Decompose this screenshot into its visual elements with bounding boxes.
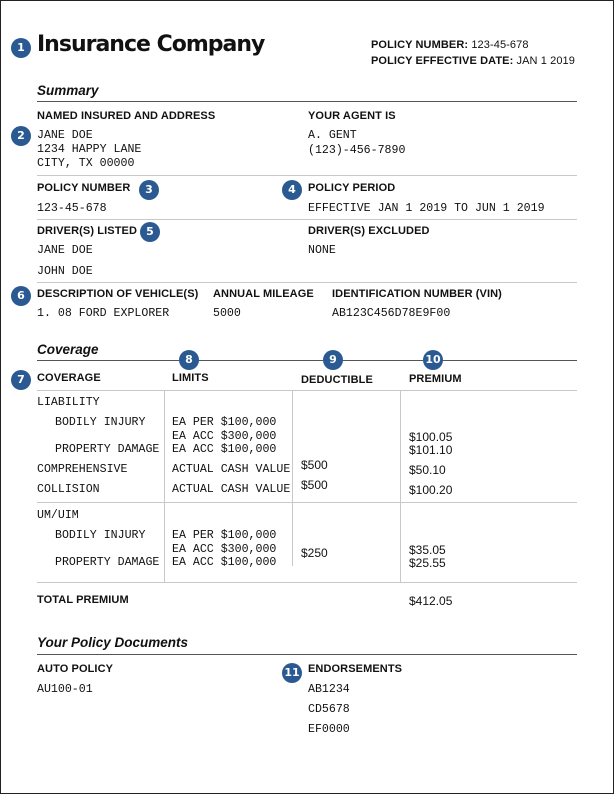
- liability-label: LIABILITY: [37, 396, 100, 409]
- total-premium-label: TOTAL PREMIUM: [37, 594, 129, 606]
- bodily-injury-label: BODILY INJURY: [55, 416, 146, 429]
- mileage-label: ANNUAL MILEAGE: [213, 288, 314, 300]
- vehicle-desc-label: DESCRIPTION OF VEHICLE(S): [37, 288, 199, 300]
- bi-limit-2: EA ACC $300,000: [172, 430, 277, 443]
- summary-divider: [37, 101, 577, 102]
- callout-badge-2: 2: [11, 126, 31, 146]
- documents-divider: [37, 654, 577, 655]
- coverage-header-divider: [37, 390, 577, 391]
- header-effective-date-value: JAN 1 2019: [516, 55, 575, 67]
- row-divider: [37, 219, 577, 220]
- coll-limit: ACTUAL CASH VALUE: [172, 483, 291, 496]
- drivers-excluded-label: DRIVER(S) EXCLUDED: [308, 225, 430, 237]
- vin-value: AB123C456D78E9F00: [332, 307, 451, 320]
- driver-listed-item: JOHN DOE: [37, 265, 93, 278]
- policy-number-value: 123-45-678: [37, 202, 107, 215]
- col-limits-header: LIMITS: [172, 372, 209, 384]
- pd-premium: $101.10: [409, 443, 453, 457]
- col-coverage-header: COVERAGE: [37, 372, 101, 384]
- vehicle-desc-value: 1. 08 FORD EXPLORER: [37, 307, 170, 320]
- callout-badge-11: 11: [282, 663, 302, 683]
- callout-badge-9: 9: [323, 350, 343, 370]
- comp-deductible: $500: [301, 458, 328, 472]
- comprehensive-label: COMPREHENSIVE: [37, 463, 128, 476]
- coverage-section-title: Coverage: [37, 342, 99, 357]
- coll-premium: $100.20: [409, 483, 453, 497]
- um-pd-limit: EA ACC $100,000: [172, 556, 277, 569]
- endorsement-item: AB1234: [308, 683, 350, 696]
- col-deductible-header: DEDUCTIBLE: [301, 374, 373, 386]
- callout-badge-1: 1: [11, 38, 31, 58]
- policy-period-value: EFFECTIVE JAN 1 2019 TO JUN 1 2019: [308, 202, 545, 215]
- policy-period-label: POLICY PERIOD: [308, 182, 396, 194]
- agent-label: YOUR AGENT IS: [308, 110, 396, 122]
- auto-policy-value: AU100-01: [37, 683, 93, 696]
- callout-badge-8: 8: [179, 350, 199, 370]
- coll-deductible: $500: [301, 478, 328, 492]
- insured-name: JANE DOE: [37, 129, 93, 142]
- summary-section-title: Summary: [37, 83, 99, 98]
- drivers-excluded-value: NONE: [308, 244, 336, 257]
- named-insured-label: NAMED INSURED AND ADDRESS: [37, 110, 216, 122]
- endorsement-item: EF0000: [308, 723, 350, 736]
- callout-badge-6: 6: [11, 286, 31, 306]
- um-bi-limit-1: EA PER $100,000: [172, 529, 277, 542]
- um-bi-premium: $35.05: [409, 543, 446, 557]
- vin-label: IDENTIFICATION NUMBER (VIN): [332, 288, 502, 300]
- row-divider: [37, 282, 577, 283]
- agent-phone: (123)-456-7890: [308, 144, 406, 157]
- address-line-2: CITY, TX 00000: [37, 157, 135, 170]
- documents-section-title: Your Policy Documents: [37, 635, 189, 650]
- header-effective-date-label: POLICY EFFECTIVE DATE:: [371, 55, 514, 67]
- driver-listed-item: JANE DOE: [37, 244, 93, 257]
- um-pd-premium: $25.55: [409, 556, 446, 570]
- callout-badge-4: 4: [282, 180, 302, 200]
- bi-premium: $100.05: [409, 430, 453, 444]
- comp-premium: $50.10: [409, 463, 446, 477]
- auto-policy-label: AUTO POLICY: [37, 663, 114, 675]
- row-divider: [37, 502, 577, 503]
- col-premium-header: PREMIUM: [409, 373, 462, 385]
- mileage-value: 5000: [213, 307, 241, 320]
- header-policy-number-value: 123-45-678: [471, 39, 529, 51]
- um-bodily-injury-label: BODILY INJURY: [55, 529, 146, 542]
- policy-number-label: POLICY NUMBER: [37, 182, 131, 194]
- endorsement-item: CD5678: [308, 703, 350, 716]
- callout-badge-10: 10: [423, 350, 443, 370]
- collision-label: COLLISION: [37, 483, 100, 496]
- um-deductible: $250: [301, 546, 328, 560]
- column-divider: [164, 390, 165, 582]
- column-divider: [400, 390, 401, 582]
- company-name: Insurance Company: [37, 32, 265, 57]
- pd-limit: EA ACC $100,000: [172, 443, 277, 456]
- um-uim-label: UM/UIM: [37, 509, 79, 522]
- header-policy-number-label: [371, 39, 529, 51]
- coverage-divider: [37, 360, 577, 361]
- address-line-1: 1234 HAPPY LANE: [37, 143, 142, 156]
- agent-name: A. GENT: [308, 129, 357, 142]
- property-damage-label: PROPERTY DAMAGE: [55, 443, 160, 456]
- endorsements-label: ENDORSEMENTS: [308, 663, 403, 675]
- um-bi-limit-2: EA ACC $300,000: [172, 543, 277, 556]
- comp-limit: ACTUAL CASH VALUE: [172, 463, 291, 476]
- header-effective-date: [371, 55, 575, 67]
- callout-badge-7: 7: [11, 370, 31, 390]
- row-divider: [37, 582, 577, 583]
- um-property-damage-label: PROPERTY DAMAGE: [55, 556, 160, 569]
- column-divider: [292, 390, 293, 566]
- bi-limit-1: EA PER $100,000: [172, 416, 277, 429]
- callout-badge-5: 5: [140, 222, 160, 242]
- callout-badge-3: 3: [139, 180, 159, 200]
- drivers-listed-label: DRIVER(S) LISTED: [37, 225, 137, 237]
- header-policy-number-label-text: POLICY NUMBER:: [371, 39, 469, 51]
- row-divider: [37, 175, 577, 176]
- total-premium-value: $412.05: [409, 594, 453, 608]
